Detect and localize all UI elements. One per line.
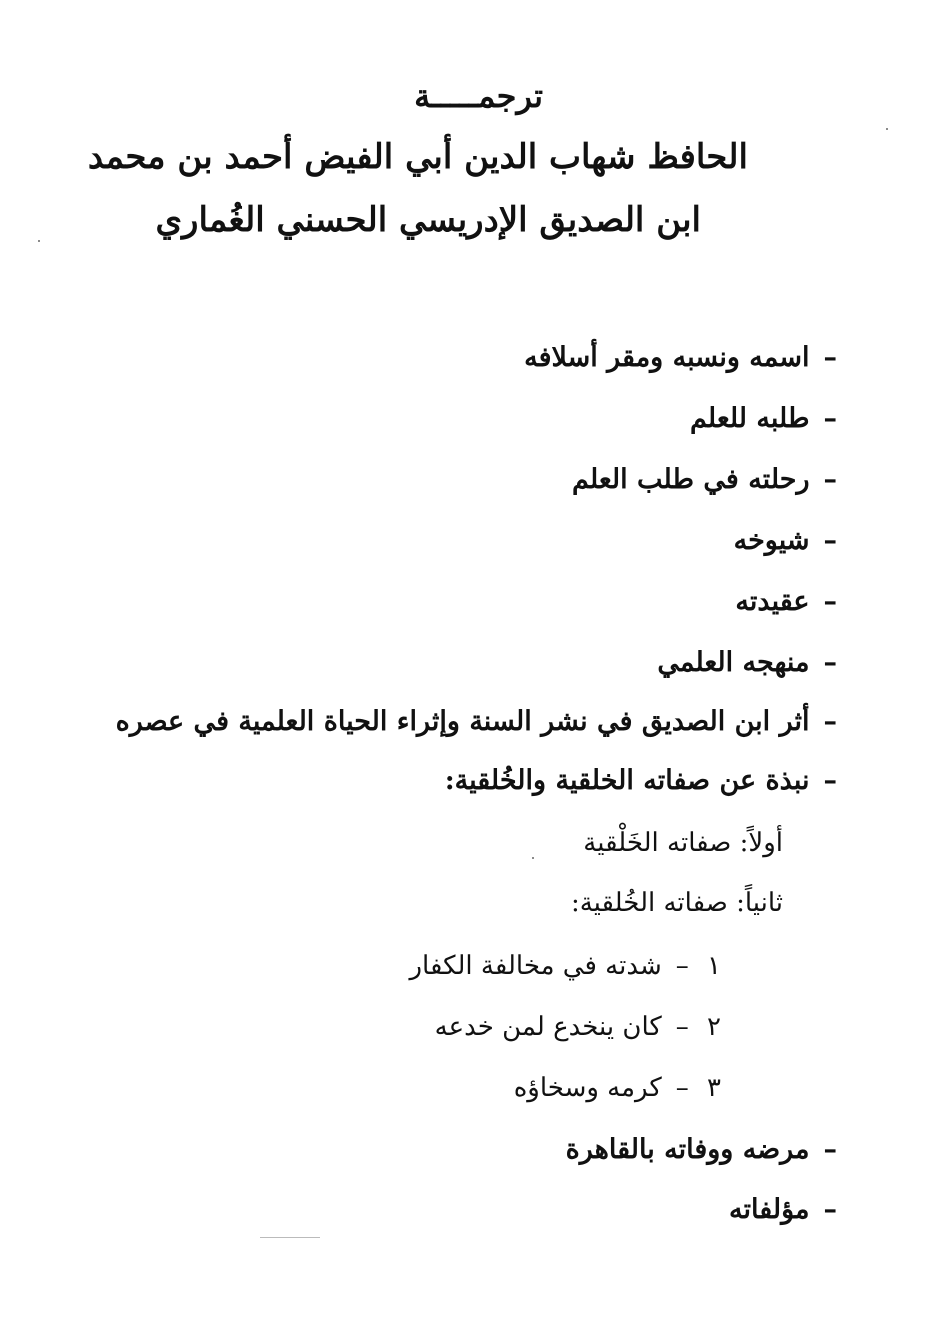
- toc-item: [729, 1196, 837, 1223]
- toc-item: [657, 649, 837, 676]
- toc-item: [566, 1136, 837, 1163]
- subtitle-line-2: ابن الصديق الإدريسي الحسني الغُماري: [155, 200, 701, 240]
- subtitle-line-1: الحافظ شهاب الدين أبي الفيض أحمد بن محمد: [87, 137, 748, 177]
- dash-marker: –: [823, 647, 837, 678]
- scan-speck: [886, 128, 888, 130]
- dash-marker: –: [823, 464, 837, 495]
- toc-item-text: عقيدته: [735, 586, 810, 617]
- toc-item: [735, 588, 837, 615]
- numbered-item: [435, 1014, 721, 1040]
- toc-item-text: مؤلفاته: [728, 1194, 810, 1225]
- numbered-item: [514, 1075, 721, 1101]
- item-number: ١: [707, 951, 721, 981]
- dash-marker: –: [823, 586, 837, 617]
- dash-marker: –: [823, 1134, 837, 1165]
- scan-speck: [532, 857, 534, 859]
- dash-marker: –: [823, 403, 837, 434]
- dash-marker: –: [823, 706, 837, 737]
- toc-sub-item: أولاً: صفاته الخَلْقية: [583, 828, 783, 858]
- dash-marker: –: [823, 765, 837, 796]
- dash-marker: –: [675, 951, 689, 981]
- item-number: ٣: [707, 1073, 721, 1103]
- scan-line: [260, 1237, 320, 1238]
- toc-item: [734, 527, 837, 554]
- toc-sub-item: ثانياً: صفاته الخُلقية:: [570, 888, 783, 918]
- toc-item: [524, 344, 837, 371]
- dash-marker: –: [823, 525, 837, 556]
- dash-marker: –: [675, 1073, 689, 1103]
- toc-item-text: مرضه ووفاته بالقاهرة: [565, 1134, 810, 1165]
- toc-item: [690, 405, 837, 432]
- scan-speck: [38, 240, 40, 242]
- toc-item-text: اسمه ونسبه ومقر أسلافه: [524, 342, 810, 373]
- dash-marker: –: [675, 1012, 689, 1042]
- toc-item: [445, 767, 837, 794]
- toc-item-text: طلبه للعلم: [689, 403, 810, 434]
- toc-item-text: نبذة عن صفاته الخلقية والخُلقية:: [444, 765, 810, 796]
- dash-marker: –: [823, 342, 837, 373]
- numbered-item-text: شدته في مخالفة الكفار: [409, 951, 662, 981]
- toc-item-text: أثر ابن الصديق في نشر السنة وإثراء الحياة العلمية في عصره: [115, 706, 810, 737]
- toc-item-text: منهجه العلمي: [657, 647, 810, 678]
- toc-item-text: شيوخه: [733, 525, 810, 556]
- toc-item-text: رحلته في طلب العلم: [571, 464, 810, 495]
- numbered-item-text: كان ينخدع لمن خدعه: [434, 1012, 662, 1042]
- item-number: ٢: [707, 1012, 721, 1042]
- toc-item: [572, 466, 837, 493]
- toc-item: [116, 708, 837, 735]
- numbered-item: [409, 953, 721, 979]
- page-title: ترجمـــــة: [414, 77, 543, 115]
- numbered-item-text: كرمه وسخاؤه: [513, 1073, 662, 1103]
- dash-marker: –: [823, 1194, 837, 1225]
